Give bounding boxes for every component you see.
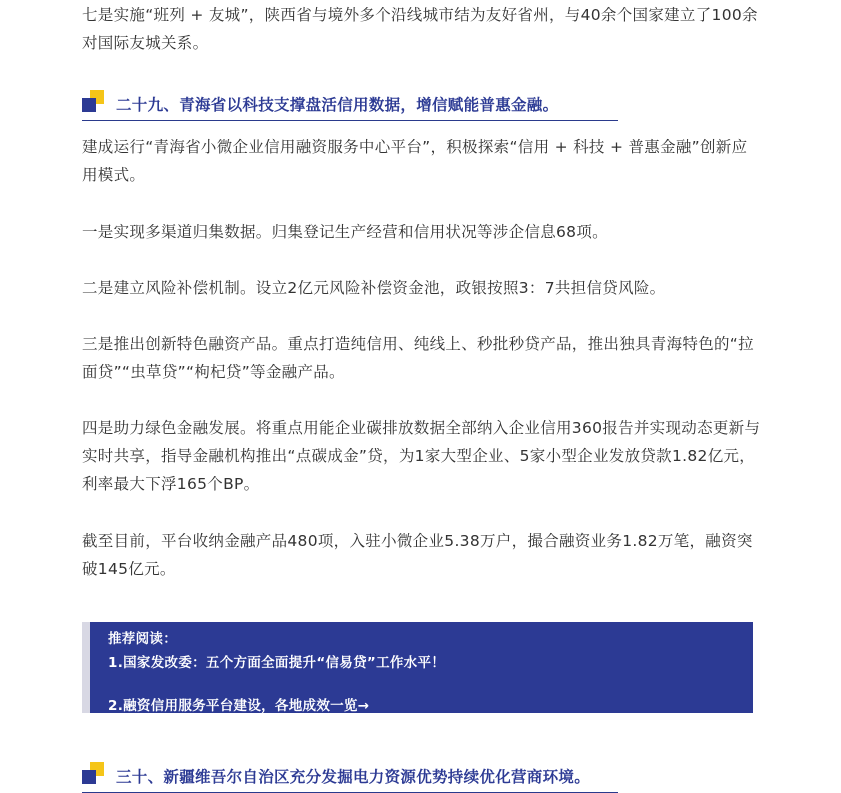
paragraph-platform: 建成运行“青海省小微企业信用融资服务中心平台”，积极探索“信用 + 科技 + 普惠金融”创新应用模式。 xyxy=(82,138,748,184)
section-title: 三十、新疆维吾尔自治区充分发掘电力资源优势持续优化营商环境。 xyxy=(116,768,591,786)
section-heading-30 xyxy=(82,762,618,793)
recommended-link-2[interactable]: 2.融资信用服务平台建设，各地成效一览→ xyxy=(108,698,370,714)
paragraph-risk-compensation: 二是建立风险补偿机制。设立2亿元风险补偿资金池，政银按照3：7共担信贷风险。 xyxy=(82,279,666,297)
paragraph-summary: 截至目前，平台收纳金融产品480项，入驻小微企业5.38万户，撮合融资业务1.82万笔，融资突破145亿元。 xyxy=(82,532,753,578)
recommended-reading-title: 推荐阅读： xyxy=(108,631,177,647)
heading-square-icon xyxy=(82,98,96,112)
recommended-link-1[interactable]: 1.国家发改委：五个方面全面提升“信易贷”工作水平！ xyxy=(108,655,446,671)
recommended-reading-box xyxy=(82,622,753,713)
intro-paragraph: 七是实施“班列 + 友城”，陕西省与境外多个沿线城市结为友好省州，与40余个国家建立了100余对国际友城关系。 xyxy=(82,6,758,52)
paragraph-products: 三是推出创新特色融资产品。重点打造纯信用、纯线上、秒批秒贷产品，推出独具青海特色的“拉面贷”“虫草贷”“枸杞贷”等金融产品。 xyxy=(82,335,754,381)
paragraph-data-collection: 一是实现多渠道归集数据。归集登记生产经营和信用状况等涉企信息68项。 xyxy=(82,223,608,241)
section-title: 二十九、青海省以科技支撑盘活信用数据，增信赋能普惠金融。 xyxy=(116,96,559,114)
heading-square-icon xyxy=(82,770,96,784)
section-heading-29 xyxy=(82,90,618,121)
paragraph-green-finance: 四是助力绿色金融发展。将重点用能企业碳排放数据全部纳入企业信用360报告并实现动态更新与实时共享，指导金融机构推出“点碳成金”贷，为1家大型企业、5家小型企业发放贷款1.82亿元，利率最大下浮165个BP。 xyxy=(82,419,761,493)
